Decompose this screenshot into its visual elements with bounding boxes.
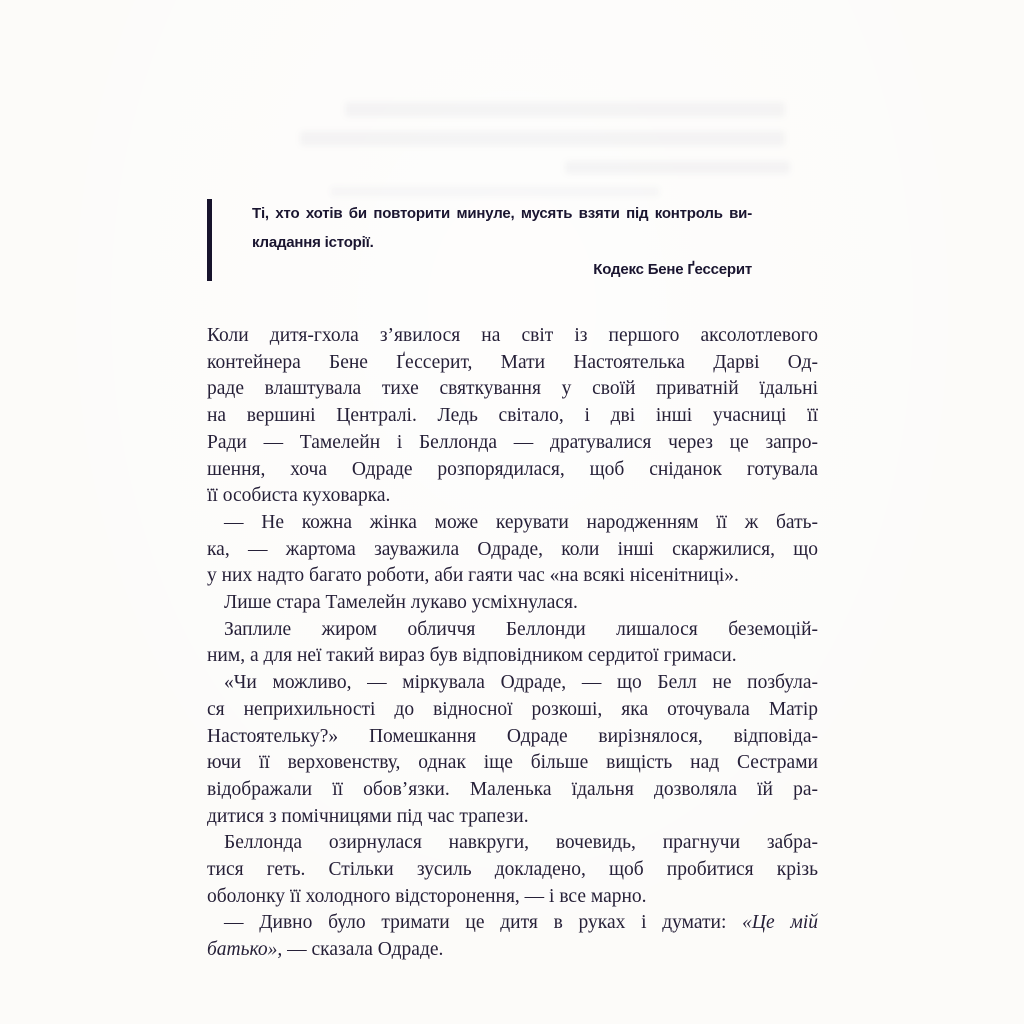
text-line (207, 830, 818, 857)
text-segment: ним, а для неї такий вираз був відповідником сердитої гримаси. (207, 645, 737, 667)
epigraph (207, 199, 752, 281)
text-segment: її особиста куховарка. (207, 485, 391, 507)
text-line (207, 910, 818, 937)
text-line (207, 483, 818, 510)
page-bleedthrough (300, 131, 785, 146)
text-segment: ся неприхильності до відносної розкоші, яка оточувала Матір (207, 698, 818, 720)
paragraph (207, 670, 818, 830)
text-line (207, 804, 818, 831)
text-line (207, 376, 818, 403)
text-segment: раде влаштувала тихе святкування у своїй приватній їдальні (207, 378, 818, 400)
page-bleedthrough (330, 186, 660, 197)
text-line (207, 537, 818, 564)
paragraph (207, 590, 818, 617)
text-line (207, 857, 818, 884)
text-segment: у них надто багато роботи, аби гаяти час «на всякі нісенітниці». (207, 565, 739, 587)
text-line (207, 617, 818, 644)
text-line (207, 750, 818, 777)
text-line (207, 350, 818, 377)
text-line (207, 403, 818, 430)
epigraph-text (252, 199, 752, 257)
text-segment: тися геть. Стільки зусиль докладено, щоб пробитися крізь (207, 859, 818, 881)
paragraph (207, 910, 818, 963)
text-segment: Настоятельку?» Помешкання Одраде вирізнялося, відповіда- (207, 725, 818, 747)
paragraph (207, 323, 818, 510)
text-line (207, 590, 818, 617)
text-segment: Ради — Тамелейн і Беллонда — дратувалися через це запро- (207, 431, 818, 453)
text-segment: на вершині Централі. Ледь світало, і дві інші учасниці її (207, 405, 818, 427)
text-line (207, 457, 818, 484)
text-line (207, 430, 818, 457)
paragraph (207, 830, 818, 910)
italic-text: батько», (207, 939, 283, 961)
text-segment: ка, — жартома зауважила Одраде, коли інші скаржилися, що (207, 538, 818, 560)
text-line (207, 777, 818, 804)
text-segment: дитися з помічницями під час трапези. (207, 805, 529, 827)
text-segment: — Не кожна жінка може керувати народженням її ж бать- (224, 511, 818, 533)
page-bleedthrough (565, 161, 790, 174)
text-line (207, 563, 818, 590)
text-line (207, 884, 818, 911)
text-segment: ючи її верховенству, однак іще більше вищість над Сестрами (207, 752, 818, 774)
text-segment: Заплиле жиром обличчя Беллонди лишалося беземоцій- (224, 618, 818, 640)
italic-text: «Це мій (742, 912, 818, 934)
text-segment: Лише стара Тамелейн лукаво усміхнулася. (224, 592, 578, 614)
epigraph-line: Ті, хто хотів би повторити минуле, мусять взяти під контроль ви- (252, 205, 752, 222)
text-segment: контейнера Бене Ґессерит, Мати Настоятелька Дарві Од- (207, 351, 818, 373)
text-line (207, 697, 818, 724)
text-segment: Коли дитя-гхола з’явилося на світ із першого аксолотлевого (207, 325, 818, 346)
epigraph-attribution: Кодекс Бене Ґессерит (593, 261, 752, 278)
body-text (207, 323, 818, 964)
text-line (207, 643, 818, 670)
paragraph (207, 617, 818, 670)
text-line (207, 937, 818, 964)
text-segment: оболонку її холодного відсторонення, — і все марно. (207, 885, 647, 907)
page-bleedthrough (345, 102, 785, 117)
text-segment: відображали її обов’язки. Маленька їдальня дозволяла їй ра- (207, 778, 818, 800)
text-segment: — сказала Одраде. (282, 939, 444, 961)
text-segment: — Дивно було тримати це дитя в руках і думати: (224, 912, 743, 934)
text-segment: «Чи можливо, — міркувала Одраде, — що Белл не позбула- (224, 672, 818, 694)
epigraph-line: кладання історії. (252, 234, 374, 251)
text-line (207, 724, 818, 751)
text-segment: Беллонда озирнулася навкруги, вочевидь, прагнучи забра- (224, 832, 818, 854)
text-line (207, 670, 818, 697)
text-line (207, 510, 818, 537)
paragraph (207, 510, 818, 590)
text-segment: шення, хоча Одраде розпорядилася, щоб сніданок готувала (207, 458, 818, 480)
text-line (207, 323, 818, 350)
